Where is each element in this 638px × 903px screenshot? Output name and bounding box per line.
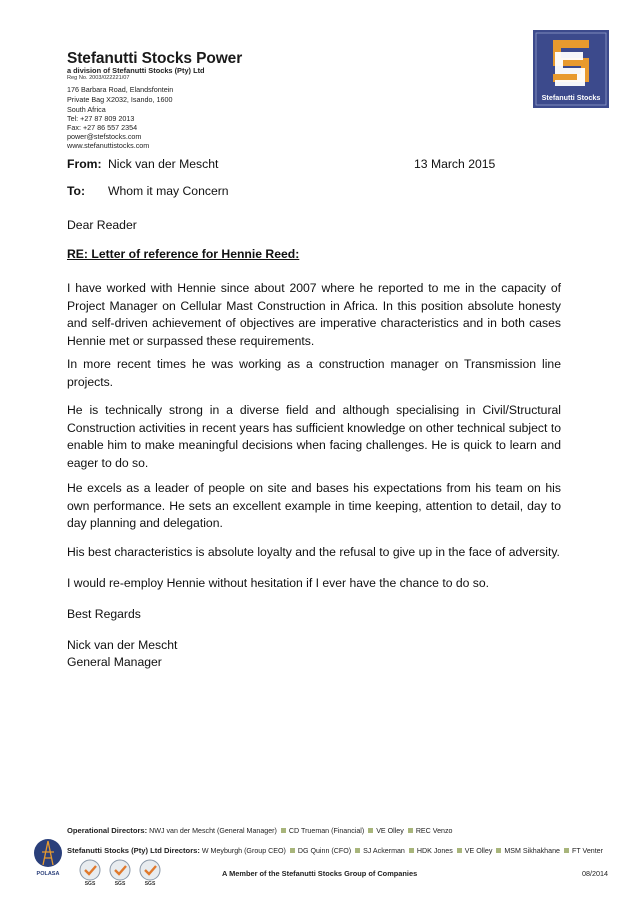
svg-text:SGS: SGS <box>84 881 96 886</box>
paragraph: He is technically strong in a diverse field and although specialising in Civil/Structural Construction activities in recent years has sufficient knowledge on other technical subject to enable him to make meaningful decisions when facing challenges. He is quick to learn and eager to do so. <box>67 403 561 470</box>
svg-text:SGS: SGS <box>114 881 126 886</box>
director: HDK Jones <box>416 847 453 855</box>
fax-line: Fax: +27 86 557 2354 <box>67 123 138 132</box>
board-directors <box>67 846 603 855</box>
director: SJ Ackerman <box>363 847 405 855</box>
director: FT Venter <box>571 847 603 855</box>
to-label: To: <box>67 184 86 198</box>
paragraph: I have worked with Hennie since about 2007 where he reported to me in the capacity of Project Manager on Cellular Mast Construction in Africa. In this position absolute honesty and self-driven achievement of objectives are imperative characteristics and in both cases Hennie met or surpassed these requirements. <box>67 281 561 348</box>
director: CD Trueman (Financial) <box>288 827 365 835</box>
address-line: 176 Barbara Road, Elandsfontein <box>67 85 174 94</box>
logo-text: Stefanutti Stocks <box>541 93 601 102</box>
signatory-name: Nick van der Mescht <box>67 638 178 652</box>
director: VE Olley <box>376 827 404 835</box>
director: W Meyburgh (Group CEO) <box>201 847 286 855</box>
address-line: Private Bag X2032, Isando, 1600 <box>67 95 173 104</box>
email-line: power@stefstocks.com <box>67 132 142 141</box>
polasa-text: POLASA <box>36 871 60 877</box>
board-directors-label: Stefanutti Stocks (Pty) Ltd Directors: <box>67 846 200 855</box>
sgs-badge-icon <box>136 858 164 886</box>
paragraph: His best characteristics is absolute loyalty and the refusal to give up in the face of adversity. <box>67 545 560 559</box>
subject-line: RE: Letter of reference for Hennie Reed: <box>67 247 300 261</box>
svg-text:SGS: SGS <box>144 881 156 886</box>
stefanutti-stocks-logo <box>533 30 609 108</box>
polasa-logo <box>30 836 66 882</box>
document-revision-date: 08/2014 <box>582 869 608 878</box>
to-value: Whom it may Concern <box>108 184 229 198</box>
address-line: South Africa <box>67 105 106 114</box>
operational-directors-label: Operational Directors: <box>67 826 148 835</box>
sgs-badge-icon <box>76 858 104 886</box>
from-label: From: <box>67 157 102 171</box>
company-reg-no: Reg No. 2003/022221/07 <box>67 75 130 81</box>
operational-directors <box>67 826 452 835</box>
website-line: www.stefanuttistocks.com <box>67 141 150 150</box>
director: DG Quinn (CFO) <box>297 847 352 855</box>
company-subtitle: a division of Stefanutti Stocks (Pty) Ltd <box>67 66 205 75</box>
group-member-line: A Member of the Stefanutti Stocks Group of Companies <box>222 869 418 878</box>
director: MSM Sikhakhane <box>504 847 560 855</box>
sgs-badge-icon <box>106 858 134 886</box>
director: NWJ van der Mescht (General Manager) <box>149 827 277 835</box>
director: VE Olley <box>464 847 493 855</box>
signatory-title: General Manager <box>67 655 162 669</box>
from-value: Nick van der Mescht <box>108 157 219 171</box>
paragraph: I would re-employ Hennie without hesitation if I ever have the chance to do so. <box>67 576 490 590</box>
letter-date: 13 March 2015 <box>414 157 496 171</box>
director: REC Venzo <box>415 827 453 835</box>
greeting: Dear Reader <box>67 218 137 232</box>
logo-s-white <box>555 52 585 86</box>
paragraph: In more recent times he was working as a construction manager on Transmission line projects. <box>67 357 561 389</box>
company-name: Stefanutti Stocks Power <box>67 50 243 67</box>
phone-line: Tel: +27 87 809 2013 <box>67 114 135 123</box>
closing: Best Regards <box>67 607 141 621</box>
paragraph: He excels as a leader of people on site and bases his expectations from his team on his own performance. He sets an excellent example in time keeping, attention to detail, day to day planning and delegation. <box>67 481 561 530</box>
